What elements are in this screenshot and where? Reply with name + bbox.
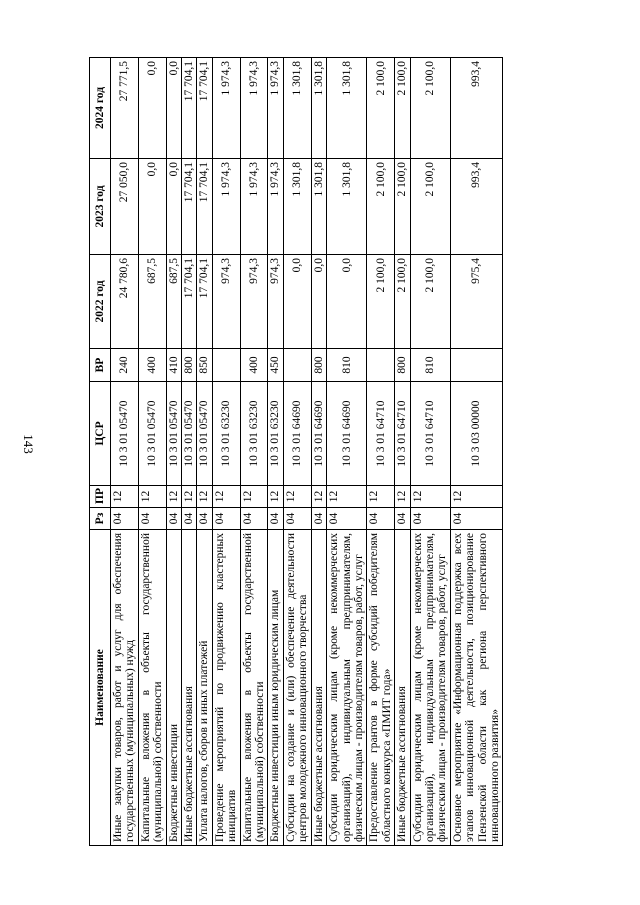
table-cell-2023: 27 050,0 <box>111 159 139 255</box>
header-csr: ЦСР <box>90 382 111 486</box>
table-cell-pr: 12 <box>410 486 450 508</box>
table-cell-2022: 975,4 <box>450 255 503 349</box>
table-cell-rz: 04 <box>138 508 166 530</box>
table-cell-name: Иные бюджетные ассигнования <box>311 530 326 846</box>
table-row <box>111 58 139 846</box>
table-cell-rz: 04 <box>182 508 197 530</box>
table-cell-name: Бюджетные инвестиции иным юридическим лицам <box>268 530 283 846</box>
table-cell-vr <box>450 349 503 382</box>
table-cell-2023: 1 301,8 <box>311 159 326 255</box>
table-row <box>268 58 283 846</box>
table-cell-name: Капитальные вложения в объекты государственной (муниципальной) собственности <box>138 530 166 846</box>
table-row <box>367 58 395 846</box>
table-cell-name: Основное мероприятие «Информационная поддержка всех этапов инновационной деятельности, позиционирование Пензенской области как региона перспективного инновационного развития» <box>450 530 503 846</box>
table-cell-pr: 12 <box>311 486 326 508</box>
header-2022: 2022 год <box>90 255 111 349</box>
table-cell-rz: 04 <box>166 508 181 530</box>
table-row <box>240 58 268 846</box>
table-cell-2023: 17 704,1 <box>197 159 212 255</box>
table-cell-2024: 2 100,0 <box>367 58 395 159</box>
table-cell-rz: 04 <box>240 508 268 530</box>
table-cell-pr: 12 <box>395 486 410 508</box>
table-row <box>166 58 181 846</box>
table-row <box>212 58 240 846</box>
header-pr: ПР <box>90 486 111 508</box>
table-cell-name: Субсидии юридическим лицам (кроме некоммерческих организаций), индивидуальным предпринимателям, физическим лицам - производителям товаров, работ, услуг <box>410 530 450 846</box>
table-cell-2024: 1 301,8 <box>311 58 326 159</box>
table-cell-2024: 27 771,5 <box>111 58 139 159</box>
table-cell-vr: 810 <box>410 349 450 382</box>
table-cell-rz: 04 <box>283 508 311 530</box>
table-cell-2022: 0,0 <box>283 255 311 349</box>
table-cell-2024: 2 100,0 <box>410 58 450 159</box>
table-cell-2022: 2 100,0 <box>395 255 410 349</box>
table-cell-csr: 10 3 01 05470 <box>166 382 181 486</box>
table-cell-vr: 400 <box>138 349 166 382</box>
table-row <box>410 58 450 846</box>
table-cell-name: Субсидии юридическим лицам (кроме некоммерческих организаций), индивидуальным предпринимателям, физическим лицам - производителям товаров, работ, услуг <box>327 530 367 846</box>
table-header-row <box>90 58 111 846</box>
table-cell-pr: 12 <box>327 486 367 508</box>
table-cell-2023: 0,0 <box>138 159 166 255</box>
table-cell-name: Иные бюджетные ассигнования <box>395 530 410 846</box>
table-cell-2023: 2 100,0 <box>367 159 395 255</box>
table-cell-csr: 10 3 01 05470 <box>182 382 197 486</box>
table-cell-name: Предоставление грантов в форме субсидий победителям областного конкурса «ПМИТ года» <box>367 530 395 846</box>
table-cell-2022: 0,0 <box>327 255 367 349</box>
budget-table-container <box>89 58 501 846</box>
budget-table <box>89 57 503 846</box>
page-number: 143 <box>21 434 36 454</box>
table-row <box>311 58 326 846</box>
table-cell-2022: 974,3 <box>212 255 240 349</box>
table-cell-2024: 1 974,3 <box>240 58 268 159</box>
table-cell-2023: 1 301,8 <box>283 159 311 255</box>
table-cell-2024: 1 301,8 <box>327 58 367 159</box>
table-cell-2023: 1 974,3 <box>212 159 240 255</box>
table-cell-name: Бюджетные инвестиции <box>166 530 181 846</box>
table-cell-2023: 1 974,3 <box>240 159 268 255</box>
table-cell-name: Иные бюджетные ассигнования <box>182 530 197 846</box>
table-cell-2022: 17 704,1 <box>197 255 212 349</box>
header-2024: 2024 год <box>90 58 111 159</box>
table-cell-2023: 1 301,8 <box>327 159 367 255</box>
table-cell-csr: 10 3 01 64710 <box>395 382 410 486</box>
table-cell-2022: 687,5 <box>138 255 166 349</box>
table-cell-2023: 1 974,3 <box>268 159 283 255</box>
table-cell-vr <box>283 349 311 382</box>
table-cell-2023: 2 100,0 <box>395 159 410 255</box>
table-cell-2022: 2 100,0 <box>367 255 395 349</box>
table-cell-2023: 2 100,0 <box>410 159 450 255</box>
table-cell-2024: 993,4 <box>450 58 503 159</box>
table-cell-pr: 12 <box>197 486 212 508</box>
table-cell-csr: 10 3 01 64710 <box>410 382 450 486</box>
table-cell-csr: 10 3 01 63230 <box>240 382 268 486</box>
table-row <box>450 58 503 846</box>
table-cell-2022: 24 780,6 <box>111 255 139 349</box>
table-cell-pr: 12 <box>111 486 139 508</box>
table-cell-rz: 04 <box>111 508 139 530</box>
table-row <box>395 58 410 846</box>
table-cell-csr: 10 3 01 63230 <box>212 382 240 486</box>
table-cell-pr: 12 <box>166 486 181 508</box>
header-2023: 2023 год <box>90 159 111 255</box>
table-cell-pr: 12 <box>283 486 311 508</box>
table-cell-pr: 12 <box>367 486 395 508</box>
table-cell-2024: 1 301,8 <box>283 58 311 159</box>
table-cell-csr: 10 3 01 64690 <box>327 382 367 486</box>
table-cell-vr: 450 <box>268 349 283 382</box>
table-cell-2024: 0,0 <box>138 58 166 159</box>
table-cell-rz: 04 <box>311 508 326 530</box>
header-rz: Рз <box>90 508 111 530</box>
table-cell-vr: 410 <box>166 349 181 382</box>
table-cell-vr: 800 <box>395 349 410 382</box>
table-cell-vr: 850 <box>197 349 212 382</box>
table-cell-vr <box>367 349 395 382</box>
table-cell-2024: 0,0 <box>166 58 181 159</box>
table-cell-rz: 04 <box>410 508 450 530</box>
table-cell-csr: 10 3 01 64690 <box>311 382 326 486</box>
table-cell-2023: 993,4 <box>450 159 503 255</box>
table-cell-pr: 12 <box>182 486 197 508</box>
table-row <box>197 58 212 846</box>
header-name: Наименование <box>90 530 111 846</box>
table-cell-2022: 974,3 <box>240 255 268 349</box>
table-cell-pr: 12 <box>240 486 268 508</box>
table-cell-2024: 1 974,3 <box>212 58 240 159</box>
table-cell-2024: 1 974,3 <box>268 58 283 159</box>
table-row <box>283 58 311 846</box>
table-cell-name: Субсидии на создание и (или) обеспечение деятельности центров молодежного инновационного творчества <box>283 530 311 846</box>
table-cell-rz: 04 <box>197 508 212 530</box>
table-cell-2022: 0,0 <box>311 255 326 349</box>
table-cell-vr <box>212 349 240 382</box>
table-cell-2022: 17 704,1 <box>182 255 197 349</box>
table-row <box>138 58 166 846</box>
table-cell-rz: 04 <box>450 508 503 530</box>
table-cell-vr: 800 <box>311 349 326 382</box>
table-cell-2023: 0,0 <box>166 159 181 255</box>
table-cell-vr: 800 <box>182 349 197 382</box>
table-cell-rz: 04 <box>367 508 395 530</box>
table-cell-name: Капитальные вложения в объекты государственной (муниципальной) собственности <box>240 530 268 846</box>
table-cell-pr: 12 <box>138 486 166 508</box>
table-cell-2024: 17 704,1 <box>197 58 212 159</box>
table-cell-rz: 04 <box>327 508 367 530</box>
table-cell-csr: 10 3 01 63230 <box>268 382 283 486</box>
table-cell-2023: 17 704,1 <box>182 159 197 255</box>
table-cell-2024: 17 704,1 <box>182 58 197 159</box>
table-row <box>182 58 197 846</box>
table-cell-pr: 12 <box>268 486 283 508</box>
table-cell-2024: 2 100,0 <box>395 58 410 159</box>
table-cell-csr: 10 3 03 00000 <box>450 382 503 486</box>
table-cell-2022: 687,5 <box>166 255 181 349</box>
table-cell-rz: 04 <box>268 508 283 530</box>
table-cell-pr: 12 <box>450 486 503 508</box>
table-cell-2022: 974,3 <box>268 255 283 349</box>
table-cell-rz: 04 <box>395 508 410 530</box>
table-cell-csr: 10 3 01 64690 <box>283 382 311 486</box>
header-vr: ВР <box>90 349 111 382</box>
table-cell-vr: 810 <box>327 349 367 382</box>
table-cell-name: Уплата налогов, сборов и иных платежей <box>197 530 212 846</box>
table-cell-vr: 240 <box>111 349 139 382</box>
table-cell-pr: 12 <box>212 486 240 508</box>
table-cell-csr: 10 3 01 64710 <box>367 382 395 486</box>
table-cell-rz: 04 <box>212 508 240 530</box>
table-cell-csr: 10 3 01 05470 <box>111 382 139 486</box>
table-cell-name: Проведение мероприятий по продвижению кластерных инициатив <box>212 530 240 846</box>
table-cell-csr: 10 3 01 05470 <box>197 382 212 486</box>
table-cell-name: Иные закупки товаров, работ и услуг для обеспечения государственных (муниципальных) нужд <box>111 530 139 846</box>
table-cell-vr: 400 <box>240 349 268 382</box>
table-cell-csr: 10 3 01 05470 <box>138 382 166 486</box>
table-cell-2022: 2 100,0 <box>410 255 450 349</box>
table-row <box>327 58 367 846</box>
